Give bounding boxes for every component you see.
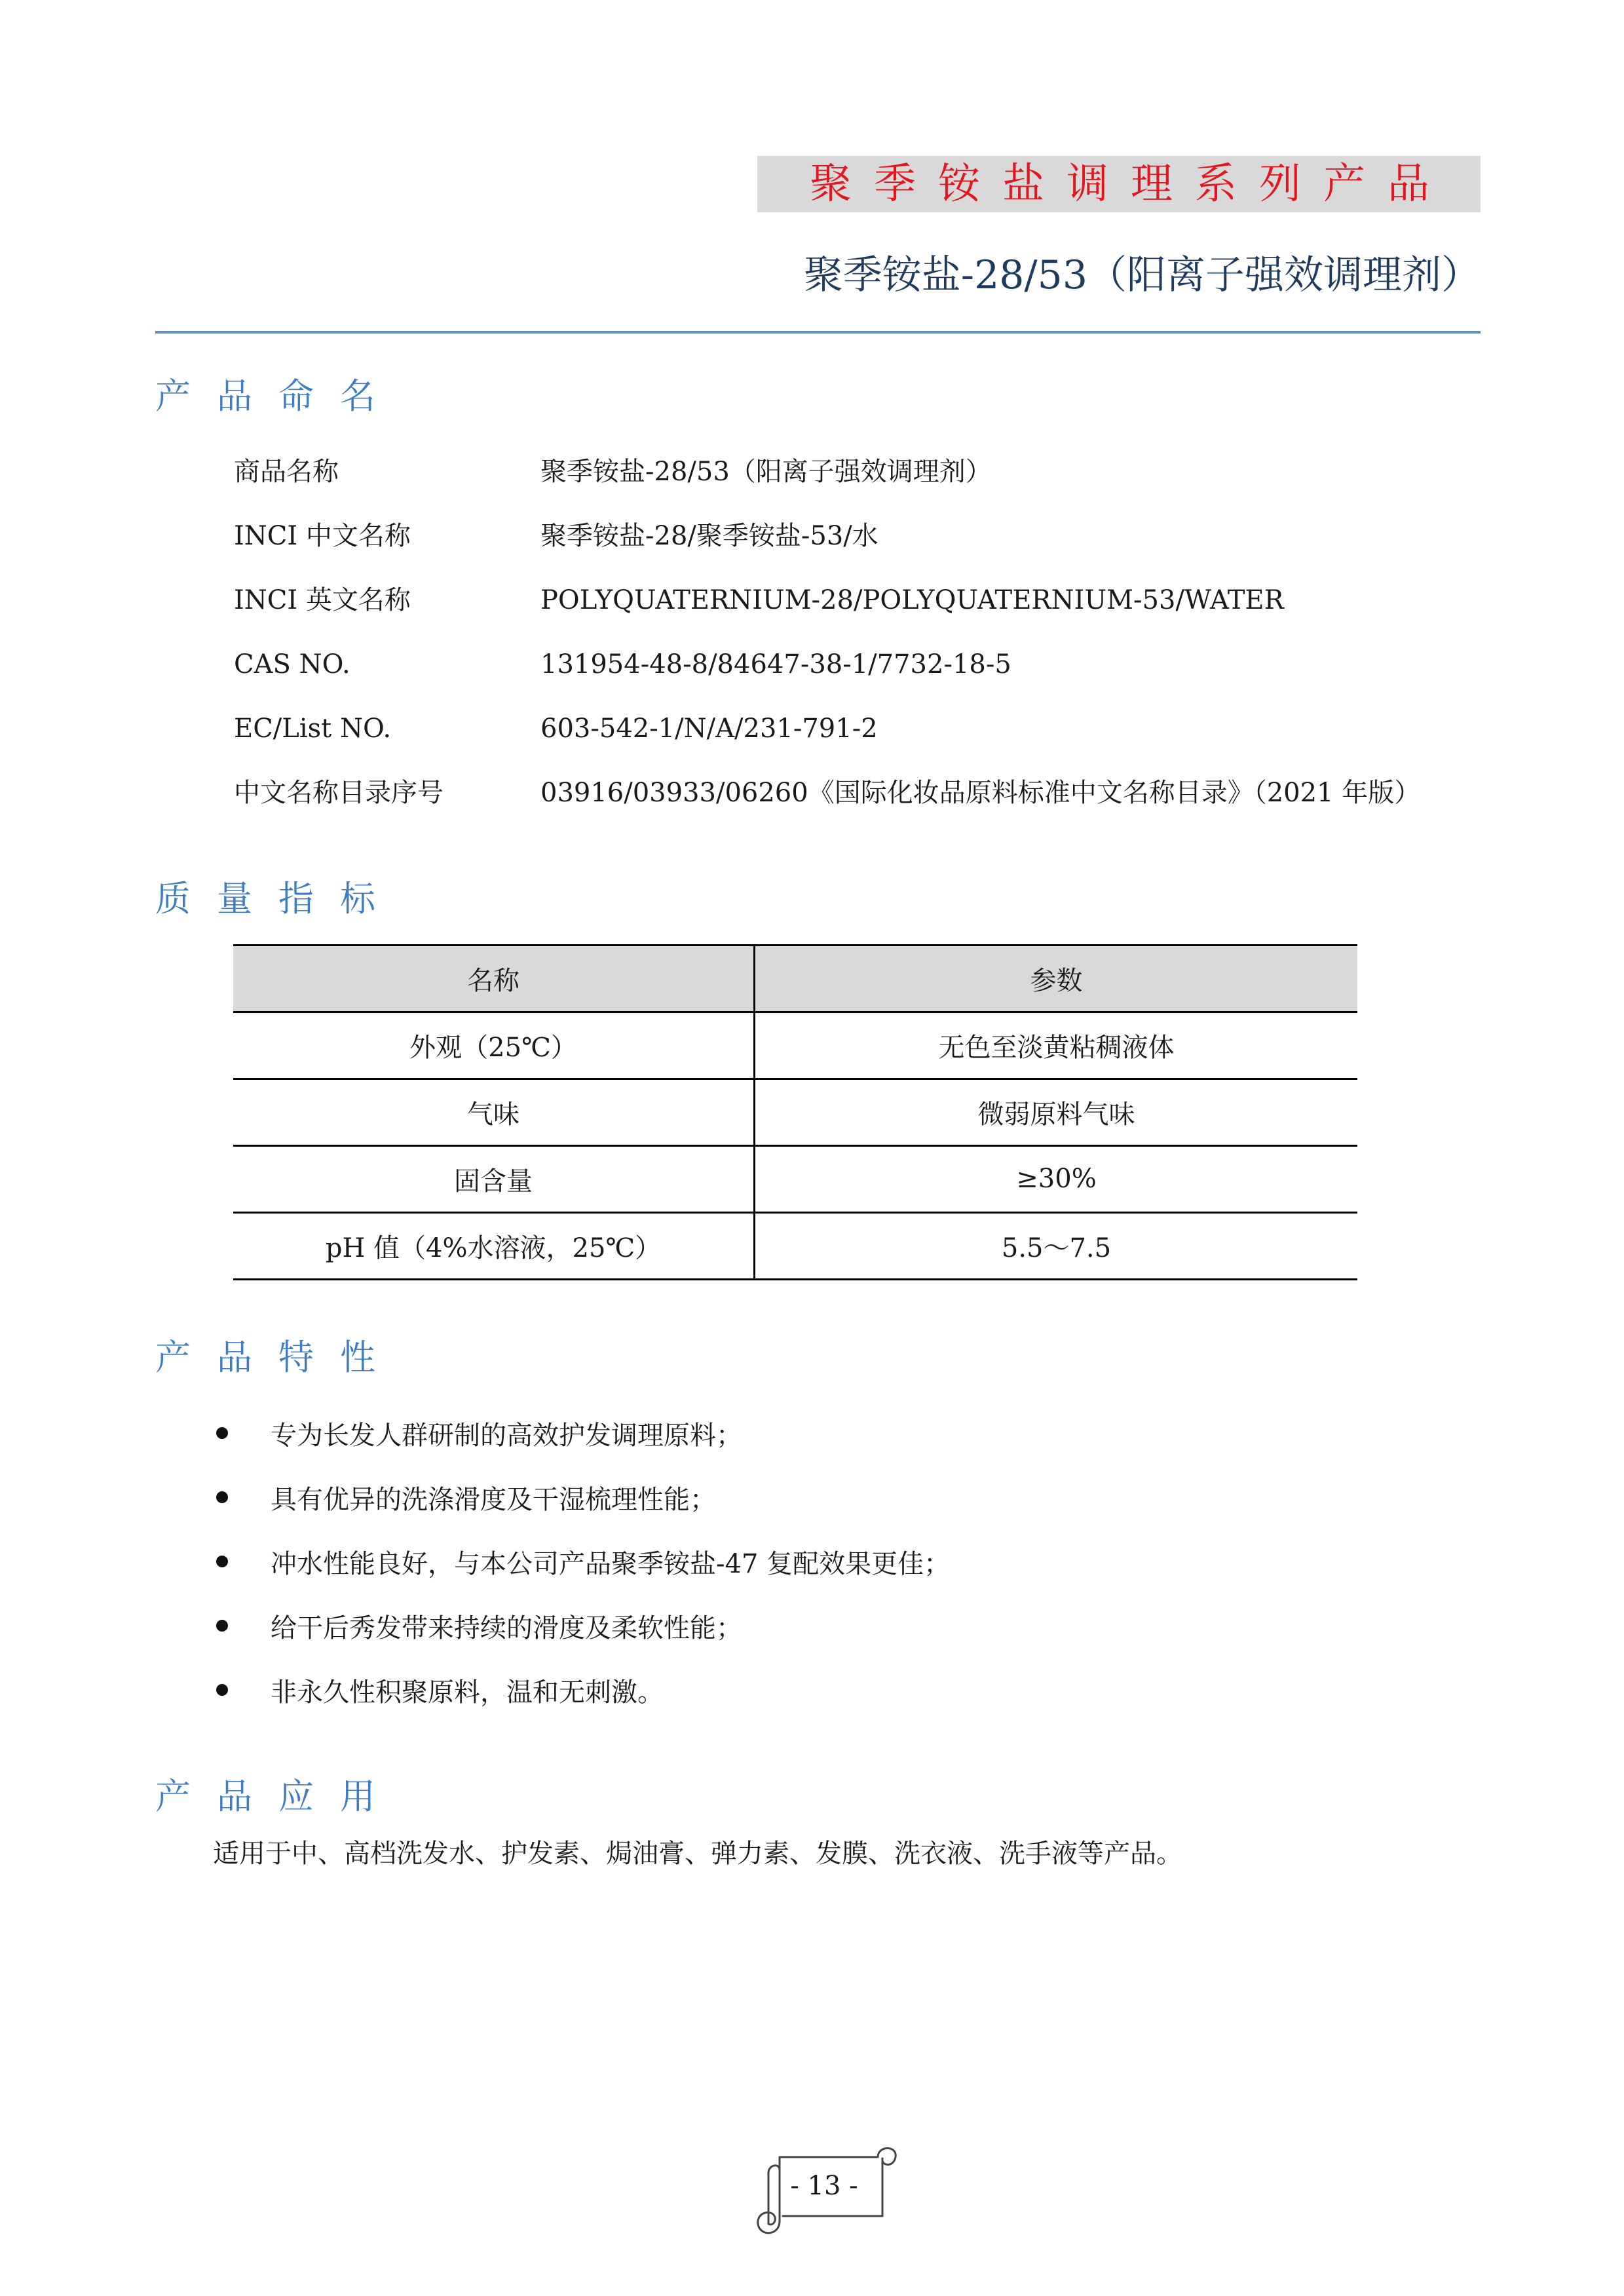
naming-label-inci-en: INCI 英文名称 xyxy=(234,585,411,615)
list-item xyxy=(216,1542,950,1581)
naming-value-cas: 131954-48-8/84647-38-1/7732-18-5 xyxy=(540,649,1011,679)
naming-value-trade-name: 聚季铵盐-28/53（阳离子强效调理剂） xyxy=(540,457,992,487)
table-row xyxy=(233,1145,1357,1212)
naming-label-ec-list: EC/List NO. xyxy=(234,714,392,744)
table-cell-name: pH 值（4%水溶液，25℃） xyxy=(233,1212,755,1279)
table-rule xyxy=(233,1011,1357,1013)
list-item xyxy=(216,1413,742,1453)
table-cell-param: ≥30% xyxy=(1016,1164,1097,1194)
list-item xyxy=(216,1670,664,1710)
feature-text: 具有优异的洗涤滑度及干湿梳理性能； xyxy=(271,1484,716,1515)
bullet-icon xyxy=(216,1556,228,1567)
table-rule xyxy=(233,1145,1357,1147)
feature-text: 给干后秀发带来持续的滑度及柔软性能； xyxy=(271,1613,742,1643)
feature-text: 冲水性能良好，与本公司产品聚季铵盐-47 复配效果更佳； xyxy=(271,1548,951,1579)
bullet-icon xyxy=(216,1427,228,1439)
table-header-name: 名称 xyxy=(233,945,755,1012)
page-number: - 13 - xyxy=(790,2171,858,2201)
naming-label-inci-cn: INCI 中文名称 xyxy=(234,521,411,551)
table-rule xyxy=(233,1078,1357,1080)
series-title: 聚季铵盐调理系列产品 xyxy=(810,160,1452,208)
naming-value-inci-cn: 聚季铵盐-28/聚季铵盐-53/水 xyxy=(540,521,878,551)
table-cell-param: 无色至淡黄粘稠液体 xyxy=(938,1032,1175,1063)
feature-text: 非永久性积聚原料，温和无刺激。 xyxy=(271,1677,664,1708)
series-banner xyxy=(757,156,1481,212)
bullet-icon xyxy=(216,1491,228,1503)
product-title: 聚季铵盐-28/53（阳离子强效调理剂） xyxy=(803,252,1481,298)
table-cell-param: 5.5～7.5 xyxy=(1001,1233,1112,1263)
table-cell-name: 外观（25℃） xyxy=(233,1012,755,1079)
list-item xyxy=(216,1606,742,1645)
bullet-icon xyxy=(216,1620,228,1632)
application-text: 适用于中、高档洗发水、护发素、焗油膏、弹力素、发膜、洗衣液、洗手液等产品。 xyxy=(213,1839,1182,1869)
section-heading-application: 产品应用 xyxy=(155,1776,402,1817)
section-heading-features: 产品特性 xyxy=(155,1337,402,1378)
table-rule xyxy=(233,1212,1357,1214)
table-row xyxy=(233,1012,1357,1079)
quality-spec-table xyxy=(233,945,1357,1279)
naming-label-cas: CAS NO. xyxy=(234,649,350,679)
table-row xyxy=(233,1079,1357,1145)
table-header-param: 参数 xyxy=(1030,965,1083,996)
naming-value-ec-list: 603-542-1/N/A/231-791-2 xyxy=(540,714,878,744)
bullet-icon xyxy=(216,1684,228,1696)
table-rule xyxy=(233,1278,1357,1280)
section-heading-quality: 质量指标 xyxy=(155,878,402,919)
table-cell-param: 微弱原料气味 xyxy=(977,1099,1135,1130)
table-header-row xyxy=(233,945,1357,1012)
table-rule xyxy=(233,944,1357,946)
list-item xyxy=(216,1478,716,1517)
table-row xyxy=(233,1212,1357,1279)
table-cell-name: 固含量 xyxy=(233,1145,755,1212)
feature-text: 专为长发人群研制的高效护发调理原料； xyxy=(271,1420,742,1451)
naming-label-catalog-no: 中文名称目录序号 xyxy=(234,778,444,808)
table-cell-name: 气味 xyxy=(233,1079,755,1145)
naming-value-inci-en: POLYQUATERNIUM-28/POLYQUATERNIUM-53/WATER xyxy=(540,585,1284,615)
naming-label-trade-name: 商品名称 xyxy=(234,457,339,487)
header-divider xyxy=(155,331,1481,334)
naming-value-catalog-no: 03916/03933/06260《国际化妆品原料标准中文名称目录》（2021 年版） xyxy=(540,778,1421,808)
section-heading-naming: 产品命名 xyxy=(155,375,402,417)
